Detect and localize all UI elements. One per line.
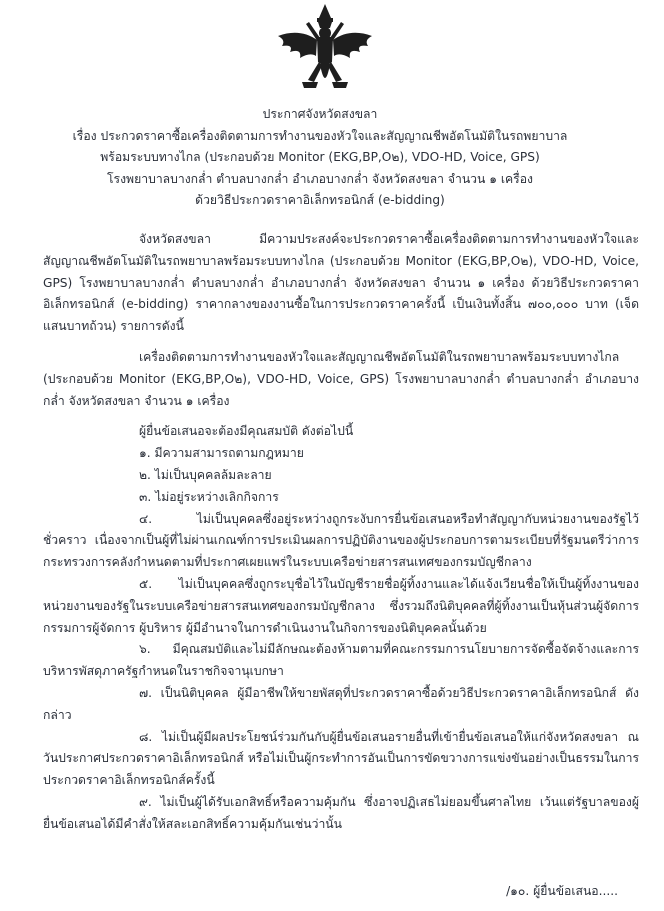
qualification-item-8: ๘. ไม่เป็นผู้มีผลประโยชน์ร่วมกันกับผู้ยื่นข้อเสนอรายอื่นที่เข้ายื่นข้อเสนอให้แก่จังหวัดสงขลา ณ วันประกาศประกวดราคาอิเล็กทรอนิกส์ หรือไม่เป็นผู้กระทำการอันเป็นการขัดขวางการแข่งขันอย่างเป็นธรรมในการประกวดราคาอิเล็กทรอนิกส์ครั้งนี้ xyxy=(43,729,639,788)
item-description-paragraph: เครื่องติดตามการทำงานของหัวใจและสัญญาณชีพอัตโนมัติในรถพยาบาลพร้อมระบบทางไกล (ประกอบด้วย Monitor (EKG,BP,O๒), VDO-HD, Voice, GPS) โรงพยาบาลบางกล่ำ ตำบลบางกล่ำ อำเภอบางกล่ำ จังหวัดสงขลา จำนวน ๑ เครื่อง xyxy=(43,349,639,408)
qualifications-intro: ผู้ยื่นข้อเสนอจะต้องมีคุณสมบัติ ดังต่อไปนี้ xyxy=(139,424,354,439)
announcement-body xyxy=(43,229,639,836)
intro-paragraph: จังหวัดสงขลา มีความประสงค์จะประกวดราคาซื้อเครื่องติดตามการทำงานของหัวใจและสัญญาณชีพอัตโนมัติในรถพยาบาลพร้อมระบบทางไกล (ประกอบด้วย Monitor (EKG,BP,O๒), VDO-HD, Voice, GPS) โรงพยาบาลบางกล่ำ ตำบลบางกล่ำ อำเภอบางกล่ำ จังหวัดสงขลา จำนวน ๑ เครื่อง ด้วยวิธีประกวดราคาอิเล็กทรอนิกส์ (e-bidding) ราคากลางของงานซื้อในการประกวดราคาครั้งนี้ เป็นเงินทั้งสิ้น ๗๐๐,๐๐๐ บาท (เจ็ดแสนบาทถ้วน) รายการดังนี้ xyxy=(43,232,639,334)
qualification-item-1: ๑. มีความสามารถตามกฎหมาย xyxy=(139,446,304,461)
announcement-subject-line-2: พร้อมระบบทางไกล (ประกอบด้วย Monitor (EKG,BP,O๒), VDO-HD, Voice, GPS) xyxy=(100,150,540,164)
qualification-item-6: ๖. มีคุณสมบัติและไม่มีลักษณะต้องห้ามตามที่คณะกรรมการนโยบายการจัดซื้อจัดจ้างและการบริหารพัสดุภาครัฐกำหนดในราชกิจจานุเบกษา xyxy=(43,642,639,679)
continuation-marker: /๑๐. ผู้ยื่นข้อเสนอ..... xyxy=(506,884,618,898)
announcement-subject-line-1: เรื่อง ประกวดราคาซื้อเครื่องติดตามการทำงานของหัวใจและสัญญาณชีพอัตโนมัติในรถพยาบาล xyxy=(72,128,568,143)
announcement-header xyxy=(60,104,580,212)
announcement-issuer: ประกาศจังหวัดสงขลา xyxy=(262,107,378,121)
qualification-item-4: ๔. ไม่เป็นบุคคลซึ่งอยู่ระหว่างถูกระงับการยื่นข้อเสนอหรือทำสัญญากับหน่วยงานของรัฐไว้ชั่วคราว เนื่องจากเป็นผู้ที่ไม่ผ่านเกณฑ์การประเมินผลการปฏิบัติงานของผู้ประกอบการตามระเบียบที่รัฐมนตรีว่าการกระทรวงการคลังกำหนดตามที่ประกาศเผยแพร่ในระบบเครือข่ายสารสนเทศของกรมบัญชีกลาง xyxy=(43,511,639,570)
qualification-item-7: ๗. เป็นนิติบุคคล ผู้มีอาชีพให้ขายพัสดุที่ประกวดราคาซื้อด้วยวิธีประกวดราคาอิเล็กทรอนิกส์ ดังกล่าว xyxy=(43,685,639,722)
announcement-subject-line-4: ด้วยวิธีประกวดราคาอิเล็กทรอนิกส์ (e-bidding) xyxy=(195,193,445,207)
garuda-emblem xyxy=(272,2,378,94)
qualification-item-5: ๕. ไม่เป็นบุคคลซึ่งถูกระบุชื่อไว้ในบัญชีรายชื่อผู้ทิ้งงานและได้แจ้งเวียนชื่อให้เป็นผู้ทิ้งงานของหน่วยงานของรัฐในระบบเครือข่ายสารสนเทศของกรมบัญชีกลาง ซึ่งรวมถึงนิติบุคคลที่ผู้ทิ้งงานเป็นหุ้นส่วนผู้จัดการ กรรมการผู้จัดการ ผู้บริหาร ผู้มีอำนาจในการดำเนินงานในกิจการของนิติบุคคลนั้นด้วย xyxy=(43,576,639,635)
qualification-item-3: ๓. ไม่อยู่ระหว่างเลิกกิจการ xyxy=(139,489,279,504)
qualification-item-2: ๒. ไม่เป็นบุคคลล้มละลาย xyxy=(139,467,272,482)
announcement-subject-line-3: โรงพยาบาลบางกล่ำ ตำบลบางกล่ำ อำเภอบางกล่ำ จังหวัดสงขลา จำนวน ๑ เครื่อง xyxy=(107,171,533,186)
qualification-item-9: ๙. ไม่เป็นผู้ได้รับเอกสิทธิ์หรือความคุ้มกัน ซึ่งอาจปฏิเสธไม่ยอมขึ้นศาลไทย เว้นแต่รัฐบาลของผู้ยื่นข้อเสนอได้มีคำสั่งให้สละเอกสิทธิ์ความคุ้มกันเช่นว่านั้น xyxy=(43,794,639,831)
